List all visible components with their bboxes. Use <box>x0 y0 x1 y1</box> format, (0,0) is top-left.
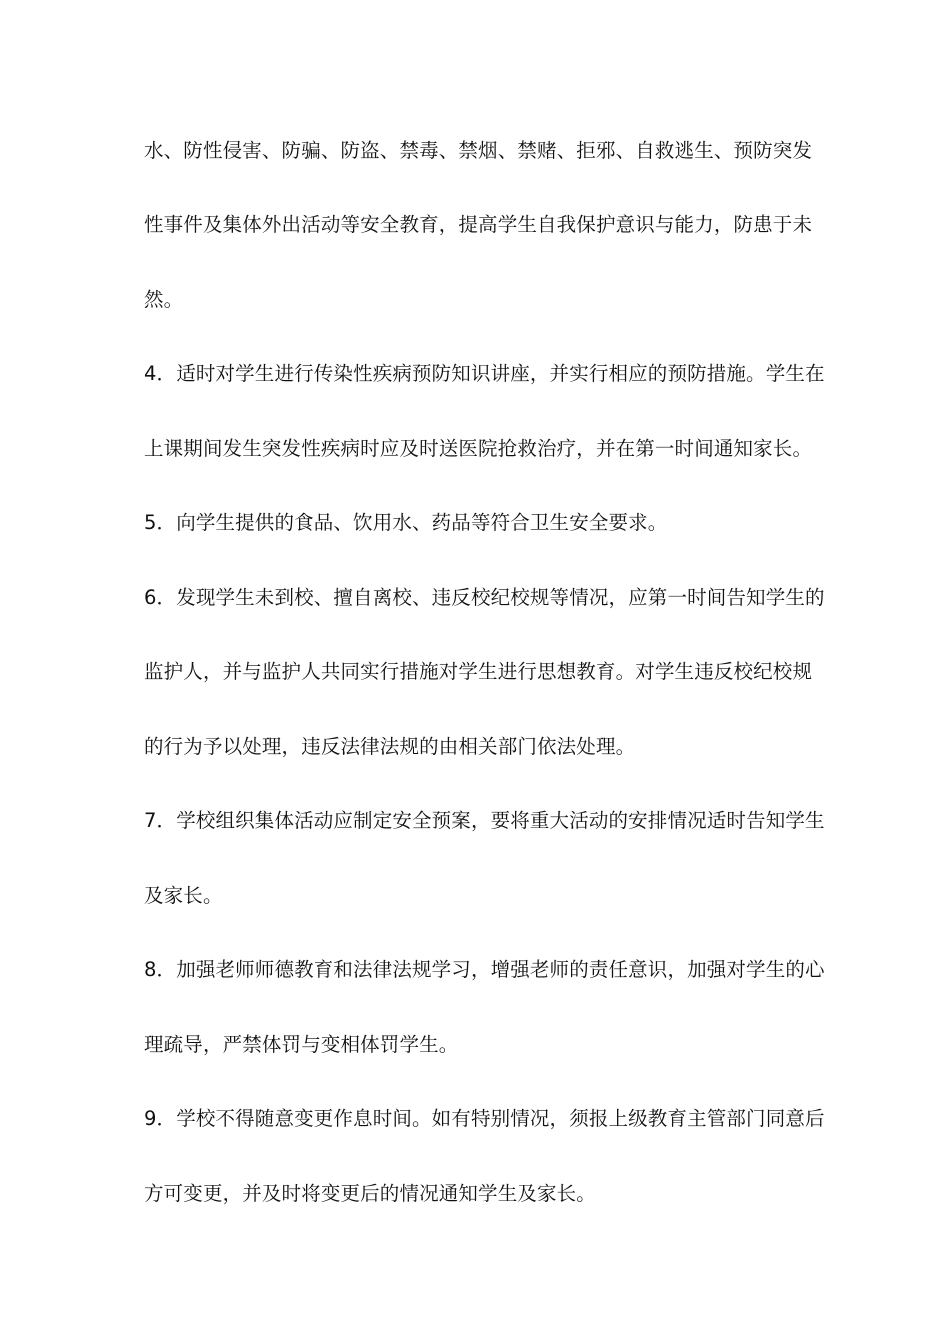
text-line: 的行为予以处理，违反法律法规的由相关部门依法处理。 <box>144 735 636 758</box>
text-line: 理疏导，严禁体罚与变相体罚学生。 <box>144 1033 459 1056</box>
text-line: 8．加强老师师德教育和法律法规学习，增强老师的责任意识，加强对学生的心 <box>144 958 825 981</box>
text-line: 上课期间发生突发性疾病时应及时送医院抢救治疗，并在第一时间通知家长。 <box>144 437 813 460</box>
text-line: 方可变更，并及时将变更后的情况通知学生及家长。 <box>144 1182 596 1205</box>
text-line: 4．适时对学生进行传染性疾病预防知识讲座，并实行相应的预防措施。学生在 <box>144 362 825 385</box>
text-line: 然。 <box>144 288 184 311</box>
text-line: 7．学校组织集体活动应制定安全预案，要将重大活动的安排情况适时告知学生 <box>144 809 825 832</box>
text-line: 6．发现学生未到校、擅自离校、违反校纪校规等情况，应第一时间告知学生的 <box>144 586 825 609</box>
text-line: 监护人，并与监护人共同实行措施对学生进行思想教育。对学生违反校纪校规 <box>144 660 813 683</box>
text-line: 及家长。 <box>144 884 223 907</box>
text-line: 5．向学生提供的食品、饮用水、药品等符合卫生安全要求。 <box>144 511 668 534</box>
text-line: 水、防性侵害、防骗、防盗、禁毒、禁烟、禁赌、拒邪、自救逃生、预防突发 <box>144 139 813 162</box>
text-line: 性事件及集体外出活动等安全教育，提高学生自我保护意识与能力，防患于未 <box>144 213 813 236</box>
text-line: 9．学校不得随意变更作息时间。如有特别情况，须报上级教育主管部门同意后 <box>144 1107 825 1130</box>
